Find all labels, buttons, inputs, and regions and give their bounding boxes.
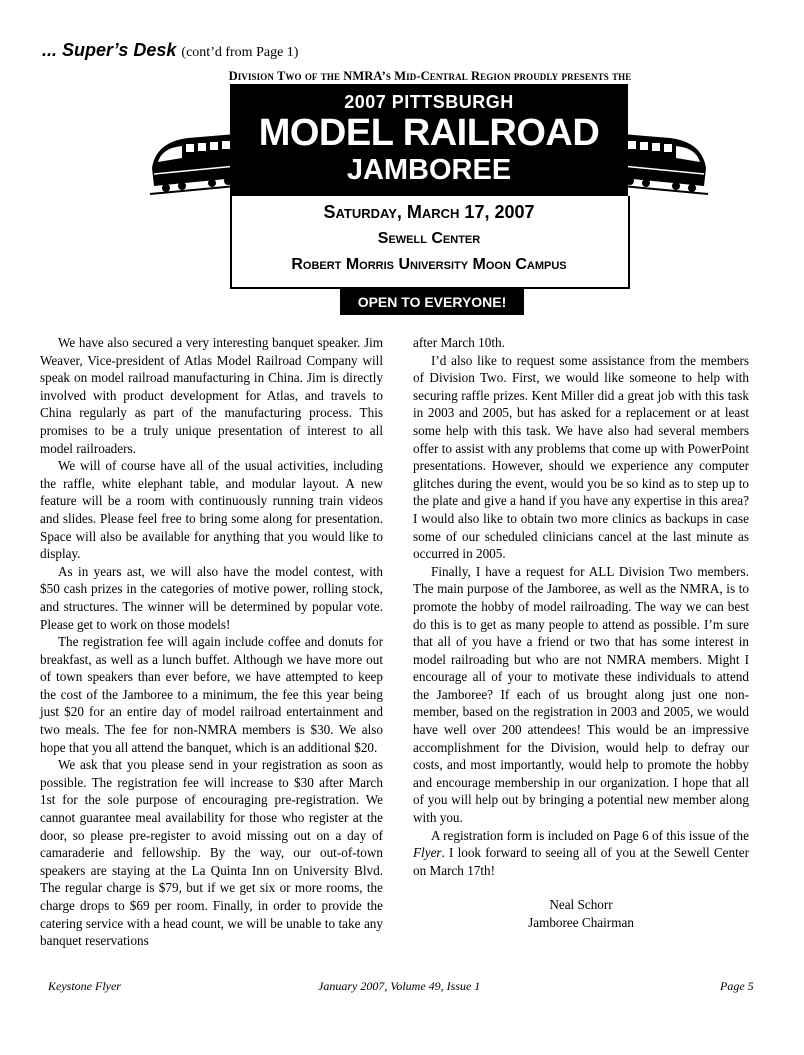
paragraph: Finally, I have a request for ALL Division Two members. The main purpose of the Jamboree, as well as the NMRA, is to promote the hobby of model railroading. The way we can best do this is to get as many people to attend as possible. I’m sure that all of you have a friend or two that has some interest in model railroading but who are not NMRA members. Might I encourage all of your to motivate these individuals to attend the Jamboree? If each of us brought along just one non-member, based on the registration in 2003 and 2005, we would have well over 200 attendees! This would be an impressive accomplishment for the Division, would help to defray our costs, and most importantly, would help to promote the hobby and encourage membership in our organization. I hope that all of you will help out by bringing a potential new member along with you. <box>413 563 749 826</box>
paragraph: The registration fee will again include coffee and donuts for breakfast, as well as a lunch buffet. Although we have more out of town speakers than ever before, we have attempted to keep the cost of the Jamboree to a minimum, the fee this year being just $20 for an entire day of model railroad entertainment and two meals. The fee for non-NMRA members is $30. We also hope that you all attend the banquet, which is an additional $20. <box>40 634 383 755</box>
article-column-left <box>40 334 383 950</box>
ad-open-badge: OPEN TO EVERYONE! <box>340 289 524 315</box>
paragraph: As in years ast, we will also have the model contest, with $50 cash prizes in the categories of motive power, rolling stock, and structures. The winner will be determined by popular vote. Please get to work on those models! <box>40 563 383 632</box>
locomotive-right-illustration <box>620 128 710 198</box>
footer-issue: January 2007, Volume 49, Issue 1 <box>318 979 481 993</box>
paragraph: We will of course have all of the usual activities, including the raffle, white elephant table, and modular layout. A new feature will be a room with continuously running train videos and slides. Please feel free to bring some along for presentation. Space will also be available for anything that you would like to display. <box>40 458 383 562</box>
section-header <box>42 40 298 61</box>
ad-campus: Robert Morris University Moon Campus <box>291 256 567 273</box>
ad-title-line-2: MODEL RAILROAD <box>258 112 600 154</box>
ad-venue: Sewell Center <box>377 230 481 247</box>
closing-paragraph <box>413 827 749 880</box>
ad-presenter-line: Division Two of the NMRA’s Mid-Central Region proudly presents the <box>228 69 632 83</box>
continued-note: (cont’d from Page 1) <box>181 45 299 60</box>
paragraph: We have also secured a very interesting banquet speaker. Jim Weaver, Vice-president of Atlas Model Railroad Company will speak on model railroad manufacturing in China. Jim is directly involved with product development for Atlas, and travels to China regularly as part of the manufacturing process. This promises to be a truly unique presentation of interest to all model railroaders. <box>40 335 383 456</box>
ad-title-line-1: 2007 PITTSBURGH <box>344 92 514 112</box>
locomotive-left-illustration <box>148 128 238 198</box>
section-title: ... Super’s Desk <box>42 40 177 60</box>
signature-title: Jamboree Chairman <box>528 915 634 930</box>
closing-text-end: . I look forward to seeing all of you at the Sewell Center on March 17th! <box>413 845 749 878</box>
paragraph: We ask that you please send in your registration as soon as possible. The registration fee will increase to $30 after March 1st for the sole purpose of encouraging pre-registration. We cannot guarantee meal availability for those who register at the door, so please pre-register to avoid missing out on a day of camaraderie and fellowship. By the way, our out-of-town speakers are staying at the La Quinta Inn on University Blvd. The regular charge is $79, but if we get six or more rooms, the charge drops to $69 per room. Finally, in order to provide the catering service with a head count, we will be unable to take any banquet reservations <box>40 757 383 949</box>
ad-date: Saturday, March 17, 2007 <box>323 202 535 222</box>
footer-page-number: Page 5 <box>720 979 754 993</box>
article-column-right <box>413 334 749 932</box>
paragraph: I’d also like to request some assistance from the members of Division Two. First, we would like someone to help with securing raffle prizes. Kent Miller did a great job with this task in 2003 and 2005, but has asked for a replacement or at least some help with this task. We have also had several members offer to assist with any problems that come up with PowerPoint presentations. However, should we experience any computer glitches during the event, would you be so kind as to step up to the plate and give a hand if you have any expertise in this area? I would also like to obtain two more clinics as backups in case some of our scheduled clinicians cancel at the last minute as occurred in 2005. <box>413 352 749 562</box>
publication-name: Flyer <box>413 845 442 861</box>
ad-title-line-3: JAMBOREE <box>346 154 512 186</box>
closing-text-start: A registration form is included on Page 6 of this issue of the <box>431 827 749 843</box>
footer-publication: Keystone Flyer <box>48 979 121 993</box>
signature-name: Neal Schorr <box>549 897 613 913</box>
paragraph-continued: after March 10th. <box>413 335 505 350</box>
